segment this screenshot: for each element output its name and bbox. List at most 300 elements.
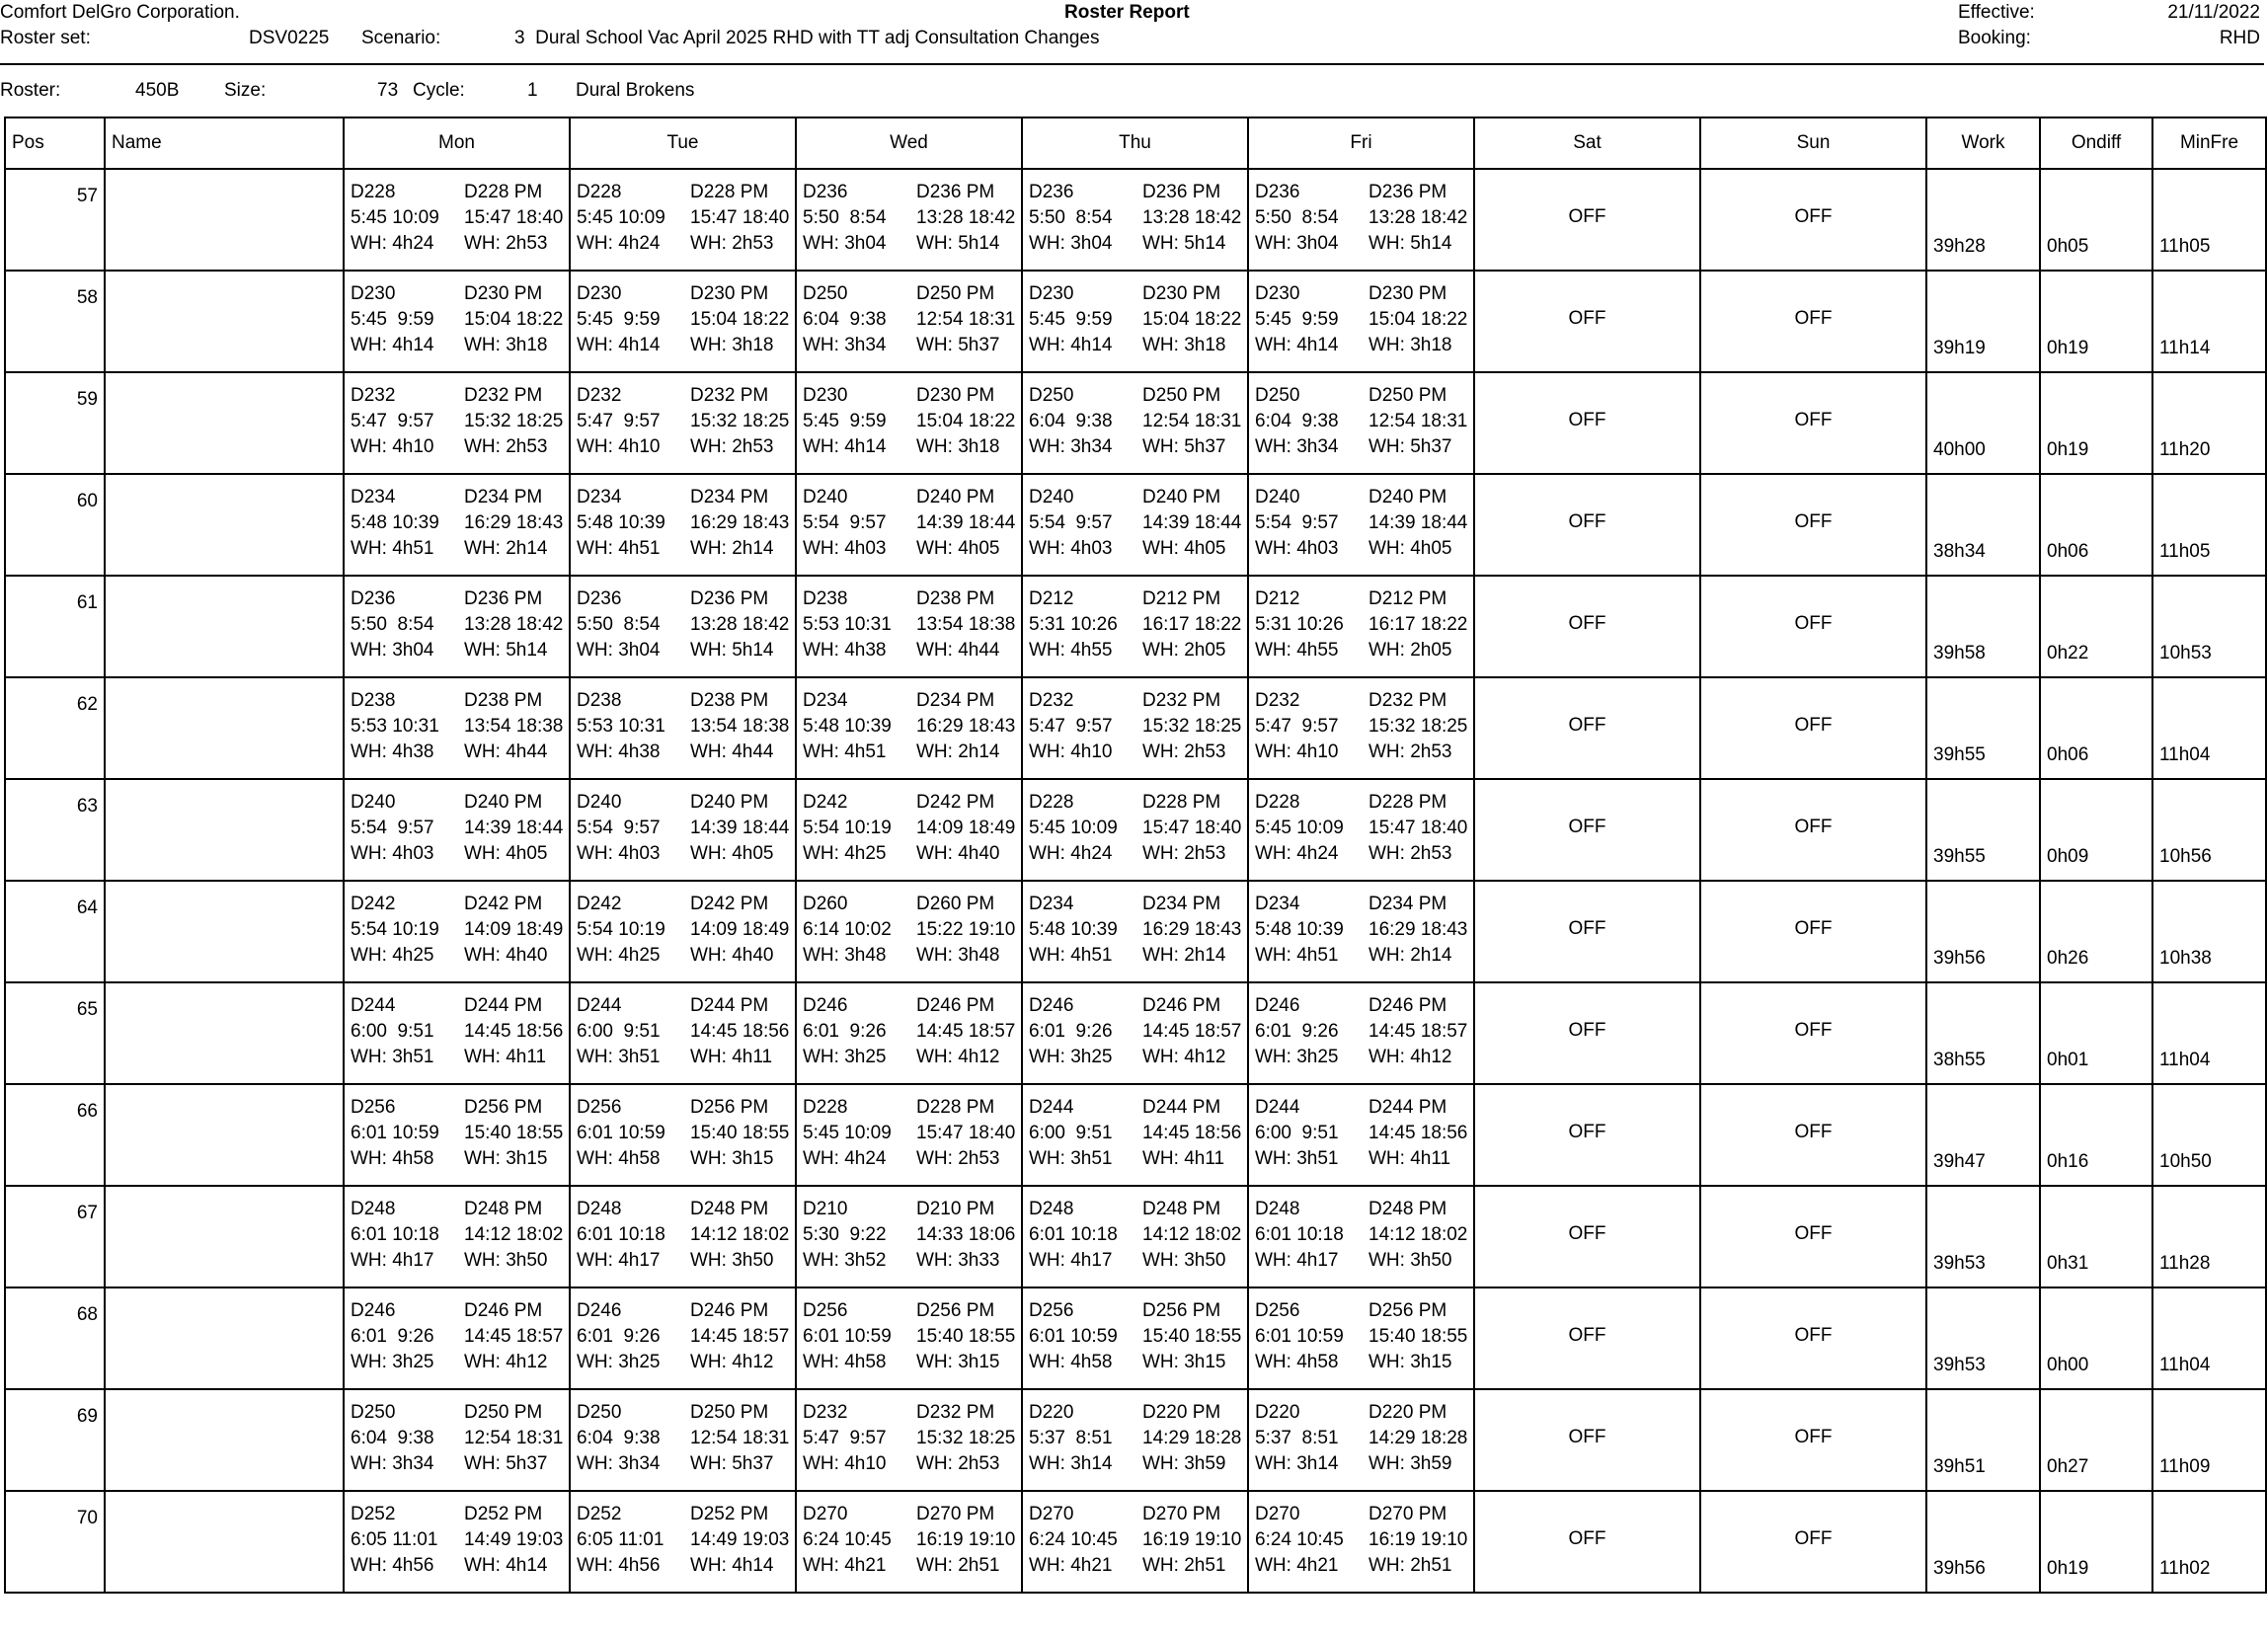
duty-am: D230 — [1029, 283, 1074, 304]
time-pm: 14:45 18:57 — [1369, 1021, 1468, 1042]
day-cell-sun — [1700, 271, 1926, 372]
shift-block — [571, 678, 795, 763]
minfre-value-cell — [2152, 1084, 2266, 1186]
ondiff-value: 0h19 — [2047, 338, 2089, 358]
time-pm: 12:54 18:31 — [464, 1428, 564, 1448]
duty-am: D228 — [1255, 792, 1300, 813]
day-cell-tue — [570, 982, 796, 1084]
shift-block — [1249, 983, 1473, 1068]
duty-pm: D228 PM — [690, 182, 769, 202]
column-header-name: Name — [105, 117, 344, 169]
time-am: 6:01 9:26 — [1029, 1021, 1113, 1042]
pos-value: 59 — [76, 389, 98, 410]
duty-am: D270 — [1255, 1504, 1300, 1524]
time-pm: 14:45 18:57 — [1142, 1021, 1242, 1042]
work-hours-pm: WH: 2h51 — [1142, 1555, 1226, 1576]
work-hours-am: WH: 3h04 — [803, 233, 887, 254]
time-am: 5:47 9:57 — [577, 411, 661, 431]
day-cell-mon — [344, 1287, 570, 1389]
ondiff-value: 0h27 — [2047, 1456, 2089, 1477]
shift-block — [1249, 882, 1473, 967]
time-pm: 15:04 18:22 — [916, 411, 1016, 431]
column-header-tue: Tue — [570, 117, 796, 169]
day-cell-mon — [344, 1186, 570, 1287]
duty-am: D260 — [803, 894, 848, 914]
name-cell — [105, 982, 344, 1084]
time-am: 6:04 9:38 — [1029, 411, 1113, 431]
shift-block — [1249, 1390, 1473, 1475]
day-cell-sat — [1474, 372, 1700, 474]
off-label: OFF — [1794, 1019, 1833, 1041]
shift-block — [797, 170, 1021, 255]
work-hours-pm: WH: 4h12 — [1142, 1047, 1226, 1067]
ondiff-value-cell — [2040, 1287, 2152, 1389]
work-hours-am: WH: 4h58 — [1255, 1352, 1339, 1372]
minfre-value: 11h05 — [2159, 236, 2211, 257]
duty-pm: D232 PM — [916, 1402, 995, 1423]
work-hours-am: WH: 3h48 — [803, 945, 887, 966]
work-total-cell — [1926, 576, 2040, 677]
work-hours-pm: WH: 3h18 — [690, 335, 774, 355]
day-cell-sun — [1700, 169, 1926, 271]
work-hours-pm: WH: 4h05 — [690, 843, 774, 864]
work-hours-am: WH: 4h24 — [1255, 843, 1339, 864]
duty-pm: D230 PM — [916, 385, 995, 406]
shift-block — [345, 1085, 569, 1170]
time-pm: 15:40 18:55 — [690, 1123, 790, 1143]
work-hours-am: WH: 4h55 — [1029, 640, 1113, 661]
duty-am: D246 — [803, 995, 848, 1016]
shift-block — [571, 373, 795, 458]
work-hours-pm: WH: 2h14 — [464, 538, 548, 559]
work-total: 39h47 — [1933, 1151, 1986, 1172]
day-cell-fri — [1248, 372, 1474, 474]
duty-pm: D250 PM — [690, 1402, 769, 1423]
time-am: 6:00 9:51 — [1255, 1123, 1339, 1143]
shift-block — [797, 983, 1021, 1068]
ondiff-value-cell — [2040, 271, 2152, 372]
shift-block — [1023, 475, 1247, 560]
duty-pm: D244 PM — [690, 995, 769, 1016]
ondiff-value: 0h22 — [2047, 643, 2089, 663]
time-am: 6:04 9:38 — [1255, 411, 1339, 431]
work-hours-am: WH: 4h21 — [803, 1555, 887, 1576]
work-hours-pm: WH: 5h14 — [916, 233, 1000, 254]
time-pm: 14:45 18:56 — [690, 1021, 790, 1042]
work-hours-am: WH: 3h34 — [577, 1453, 661, 1474]
time-am: 5:54 9:57 — [803, 512, 887, 533]
duty-am: D256 — [351, 1097, 396, 1118]
time-am: 5:31 10:26 — [1029, 614, 1118, 635]
work-hours-pm: WH: 3h50 — [464, 1250, 548, 1271]
duty-am: D230 — [577, 283, 622, 304]
time-pm: 14:29 18:28 — [1142, 1428, 1242, 1448]
shift-block — [1023, 983, 1247, 1068]
duty-am: D232 — [1029, 690, 1074, 711]
shift-block — [571, 170, 795, 255]
time-pm: 12:54 18:31 — [916, 309, 1016, 330]
work-total: 39h56 — [1933, 1558, 1986, 1579]
column-header-work: Work — [1926, 117, 2040, 169]
shift-block — [797, 1288, 1021, 1373]
day-cell-tue — [570, 1186, 796, 1287]
time-pm: 16:29 18:43 — [690, 512, 790, 533]
day-cell-tue — [570, 1389, 796, 1491]
shift-block — [345, 1492, 569, 1577]
shift-block — [797, 272, 1021, 356]
shift-block — [797, 1492, 1021, 1577]
duty-pm: D248 PM — [1369, 1199, 1447, 1219]
time-am: 5:50 8:54 — [351, 614, 434, 635]
ondiff-value-cell — [2040, 169, 2152, 271]
time-pm: 13:28 18:42 — [1142, 207, 1242, 228]
pos-value: 69 — [76, 1406, 98, 1427]
time-am: 6:00 9:51 — [577, 1021, 661, 1042]
duty-am: D256 — [577, 1097, 622, 1118]
effective-label: Effective: — [1958, 2, 2035, 23]
day-cell-sun — [1700, 1389, 1926, 1491]
day-cell-sat — [1474, 881, 1700, 982]
duty-am: D242 — [577, 894, 622, 914]
shift-block — [571, 1390, 795, 1475]
work-hours-am: WH: 4h17 — [577, 1250, 661, 1271]
work-hours-am: WH: 4h17 — [1029, 1250, 1113, 1271]
time-am: 5:45 10:09 — [1255, 818, 1344, 838]
duty-pm: D232 PM — [1142, 690, 1221, 711]
name-cell — [105, 372, 344, 474]
day-cell-tue — [570, 474, 796, 576]
off-label: OFF — [1794, 510, 1833, 532]
work-total-cell — [1926, 372, 2040, 474]
duty-pm: D246 PM — [1369, 995, 1447, 1016]
off-label: OFF — [1568, 409, 1606, 430]
shift-block — [1249, 678, 1473, 763]
day-cell-sat — [1474, 1491, 1700, 1593]
duty-am: D248 — [351, 1199, 396, 1219]
shift-block — [345, 170, 569, 255]
shift-block — [1249, 577, 1473, 662]
duty-am: D248 — [1029, 1199, 1074, 1219]
duty-am: D238 — [577, 690, 622, 711]
company-name: Comfort DelGro Corporation. — [0, 2, 240, 23]
work-hours-am: WH: 4h38 — [803, 640, 887, 661]
time-pm: 13:28 18:42 — [464, 614, 564, 635]
shift-block — [345, 1187, 569, 1272]
day-cell-sun — [1700, 779, 1926, 881]
duty-am: D236 — [803, 182, 848, 202]
time-am: 6:01 9:26 — [803, 1021, 887, 1042]
work-total-cell — [1926, 1287, 2040, 1389]
duty-am: D212 — [1029, 588, 1074, 609]
shift-block — [1023, 1492, 1247, 1577]
work-total: 39h55 — [1933, 744, 1986, 765]
time-pm: 15:32 18:25 — [464, 411, 564, 431]
day-cell-wed — [796, 1491, 1022, 1593]
duty-pm: D240 PM — [916, 487, 995, 507]
day-cell-fri — [1248, 1186, 1474, 1287]
time-pm: 14:49 19:03 — [690, 1529, 790, 1550]
roster-row — [5, 1287, 2266, 1389]
duty-am: D250 — [577, 1402, 622, 1423]
duty-pm: D234 PM — [1369, 894, 1447, 914]
work-total-cell — [1926, 677, 2040, 779]
day-cell-fri — [1248, 779, 1474, 881]
work-hours-pm: WH: 4h14 — [464, 1555, 548, 1576]
duty-am: D240 — [1255, 487, 1300, 507]
day-cell-thu — [1022, 1491, 1248, 1593]
day-cell-sat — [1474, 576, 1700, 677]
shift-block — [1023, 272, 1247, 356]
duty-am: D238 — [351, 690, 396, 711]
duty-am: D270 — [803, 1504, 848, 1524]
shift-block — [345, 272, 569, 356]
work-hours-pm: WH: 2h53 — [1142, 843, 1226, 864]
time-pm: 15:04 18:22 — [464, 309, 564, 330]
duty-am: D230 — [1255, 283, 1300, 304]
time-pm: 14:33 18:06 — [916, 1224, 1016, 1245]
duty-pm: D246 PM — [916, 995, 995, 1016]
work-hours-pm: WH: 2h53 — [464, 436, 548, 457]
duty-am: D250 — [351, 1402, 396, 1423]
duty-pm: D236 PM — [690, 588, 769, 609]
minfre-value: 11h09 — [2159, 1456, 2211, 1477]
day-cell-fri — [1248, 271, 1474, 372]
work-hours-am: WH: 3h34 — [351, 1453, 434, 1474]
duty-am: D250 — [803, 283, 848, 304]
work-hours-pm: WH: 3h59 — [1142, 1453, 1226, 1474]
time-am: 6:01 10:59 — [803, 1326, 892, 1347]
off-label: OFF — [1794, 205, 1833, 227]
minfre-value: 11h20 — [2159, 439, 2211, 460]
ondiff-value: 0h00 — [2047, 1355, 2089, 1375]
time-am: 6:01 10:18 — [577, 1224, 665, 1245]
duty-pm: D248 PM — [1142, 1199, 1221, 1219]
duty-am: D230 — [803, 385, 848, 406]
time-pm: 15:40 18:55 — [916, 1326, 1016, 1347]
minfre-value: 10h56 — [2159, 846, 2212, 867]
time-am: 6:01 10:59 — [351, 1123, 439, 1143]
shift-block — [797, 373, 1021, 458]
work-hours-pm: WH: 4h44 — [916, 640, 1000, 661]
work-total-cell — [1926, 881, 2040, 982]
time-am: 5:53 10:31 — [577, 716, 665, 737]
work-hours-pm: WH: 3h33 — [916, 1250, 1000, 1271]
work-hours-pm: WH: 3h59 — [1369, 1453, 1452, 1474]
work-hours-pm: WH: 5h37 — [1142, 436, 1226, 457]
work-hours-pm: WH: 2h14 — [1369, 945, 1452, 966]
work-hours-pm: WH: 4h11 — [1369, 1148, 1451, 1169]
pos-cell — [5, 169, 105, 271]
ondiff-value-cell — [2040, 1491, 2152, 1593]
work-total-cell — [1926, 169, 2040, 271]
shift-block — [797, 678, 1021, 763]
work-hours-am: WH: 4h24 — [1029, 843, 1113, 864]
work-hours-pm: WH: 3h48 — [916, 945, 1000, 966]
work-hours-pm: WH: 2h53 — [1369, 843, 1452, 864]
day-cell-mon — [344, 1389, 570, 1491]
shift-block — [1023, 1288, 1247, 1373]
duty-am: D256 — [1255, 1300, 1300, 1321]
name-cell — [105, 1389, 344, 1491]
time-pm: 14:12 18:02 — [1142, 1224, 1242, 1245]
pos-cell — [5, 576, 105, 677]
work-hours-pm: WH: 4h11 — [690, 1047, 773, 1067]
day-cell-sun — [1700, 982, 1926, 1084]
time-am: 6:24 10:45 — [803, 1529, 892, 1550]
duty-pm: D248 PM — [690, 1199, 769, 1219]
duty-am: D236 — [577, 588, 622, 609]
work-hours-am: WH: 4h14 — [1255, 335, 1339, 355]
minfre-value-cell — [2152, 779, 2266, 881]
pos-cell — [5, 372, 105, 474]
pos-cell — [5, 271, 105, 372]
work-hours-am: WH: 4h03 — [1255, 538, 1339, 559]
minfre-value-cell — [2152, 1186, 2266, 1287]
duty-am: D250 — [1255, 385, 1300, 406]
work-hours-am: WH: 3h51 — [1255, 1148, 1339, 1169]
column-header-minfre: MinFre — [2152, 117, 2266, 169]
time-pm: 14:39 18:44 — [464, 818, 564, 838]
time-am: 5:45 9:59 — [1255, 309, 1339, 330]
shift-block — [345, 373, 569, 458]
day-cell-thu — [1022, 271, 1248, 372]
duty-pm: D270 PM — [1369, 1504, 1447, 1524]
duty-am: D232 — [803, 1402, 848, 1423]
time-am: 5:37 8:51 — [1029, 1428, 1113, 1448]
day-cell-tue — [570, 1084, 796, 1186]
time-pm: 16:29 18:43 — [916, 716, 1016, 737]
duty-pm: D228 PM — [464, 182, 543, 202]
work-total: 39h28 — [1933, 236, 1986, 257]
duty-am: D230 — [351, 283, 396, 304]
shift-block — [797, 1390, 1021, 1475]
day-cell-fri — [1248, 881, 1474, 982]
time-am: 5:54 9:57 — [577, 818, 661, 838]
day-cell-wed — [796, 982, 1022, 1084]
name-cell — [105, 474, 344, 576]
day-cell-thu — [1022, 372, 1248, 474]
day-cell-thu — [1022, 576, 1248, 677]
duty-pm: D234 PM — [464, 487, 543, 507]
off-label: OFF — [1568, 1527, 1606, 1549]
shift-block — [345, 882, 569, 967]
off-label: OFF — [1568, 1426, 1606, 1447]
work-hours-am: WH: 4h55 — [1255, 640, 1339, 661]
time-am: 5:48 10:39 — [1029, 919, 1118, 940]
day-cell-mon — [344, 169, 570, 271]
ondiff-value: 0h01 — [2047, 1050, 2089, 1070]
work-hours-am: WH: 3h51 — [1029, 1148, 1113, 1169]
off-label: OFF — [1794, 816, 1833, 837]
time-pm: 16:19 19:10 — [1369, 1529, 1468, 1550]
ondiff-value-cell — [2040, 1084, 2152, 1186]
time-am: 5:48 10:39 — [577, 512, 665, 533]
time-pm: 15:47 18:40 — [464, 207, 564, 228]
work-total: 39h19 — [1933, 338, 1986, 358]
work-hours-am: WH: 4h25 — [351, 945, 434, 966]
work-hours-am: WH: 3h25 — [351, 1352, 434, 1372]
day-cell-wed — [796, 1084, 1022, 1186]
day-cell-mon — [344, 576, 570, 677]
name-cell — [105, 1084, 344, 1186]
work-hours-am: WH: 4h51 — [1255, 945, 1339, 966]
time-pm: 14:45 18:57 — [690, 1326, 790, 1347]
minfre-value: 11h14 — [2159, 338, 2211, 358]
shift-block — [571, 272, 795, 356]
column-header-row — [5, 117, 2266, 169]
day-cell-wed — [796, 1389, 1022, 1491]
day-cell-mon — [344, 474, 570, 576]
time-am: 5:31 10:26 — [1255, 614, 1344, 635]
work-hours-pm: WH: 3h50 — [1142, 1250, 1226, 1271]
pos-value: 62 — [76, 694, 98, 715]
work-hours-pm: WH: 2h53 — [1369, 741, 1452, 762]
time-pm: 15:04 18:22 — [1142, 309, 1242, 330]
time-pm: 15:04 18:22 — [690, 309, 790, 330]
minfre-value-cell — [2152, 271, 2266, 372]
time-pm: 15:22 19:10 — [916, 919, 1016, 940]
work-total-cell — [1926, 1084, 2040, 1186]
duty-am: D240 — [1029, 487, 1074, 507]
duty-pm: D260 PM — [916, 894, 995, 914]
shift-block — [797, 577, 1021, 662]
roster-row — [5, 779, 2266, 881]
duty-am: D242 — [351, 894, 396, 914]
duty-am: D244 — [1255, 1097, 1300, 1118]
work-hours-am: WH: 3h52 — [803, 1250, 887, 1271]
minfre-value-cell — [2152, 881, 2266, 982]
roster-row — [5, 372, 2266, 474]
roster-row — [5, 169, 2266, 271]
duty-am: D234 — [351, 487, 396, 507]
off-label: OFF — [1568, 816, 1606, 837]
day-cell-thu — [1022, 1084, 1248, 1186]
shift-block — [797, 882, 1021, 967]
effective-date: 21/11/2022 — [2167, 2, 2260, 23]
time-am: 5:45 9:59 — [351, 309, 434, 330]
time-am: 6:01 10:18 — [351, 1224, 439, 1245]
duty-am: D232 — [577, 385, 622, 406]
work-hours-am: WH: 4h24 — [577, 233, 661, 254]
shift-block — [1023, 780, 1247, 865]
day-cell-fri — [1248, 1084, 1474, 1186]
time-am: 5:45 10:09 — [803, 1123, 892, 1143]
work-total-cell — [1926, 779, 2040, 881]
work-total-cell — [1926, 1491, 2040, 1593]
pos-value: 64 — [76, 897, 98, 918]
time-am: 5:45 10:09 — [1029, 818, 1118, 838]
time-am: 6:01 9:26 — [577, 1326, 661, 1347]
duty-am: D244 — [351, 995, 396, 1016]
work-hours-am: WH: 4h25 — [577, 945, 661, 966]
duty-am: D246 — [1029, 995, 1074, 1016]
day-cell-fri — [1248, 1287, 1474, 1389]
off-label: OFF — [1568, 510, 1606, 532]
work-hours-am: WH: 3h25 — [1255, 1047, 1339, 1067]
duty-am: D240 — [577, 792, 622, 813]
time-pm: 15:40 18:55 — [464, 1123, 564, 1143]
duty-pm: D234 PM — [690, 487, 769, 507]
booking-label: Booking: — [1958, 28, 2031, 48]
pos-cell — [5, 1084, 105, 1186]
time-am: 5:53 10:31 — [351, 716, 439, 737]
shift-block — [1249, 1492, 1473, 1577]
day-cell-sat — [1474, 982, 1700, 1084]
pos-cell — [5, 474, 105, 576]
shift-block — [571, 475, 795, 560]
work-hours-pm: WH: 3h18 — [1142, 335, 1226, 355]
roster-value: 450B — [135, 80, 180, 101]
